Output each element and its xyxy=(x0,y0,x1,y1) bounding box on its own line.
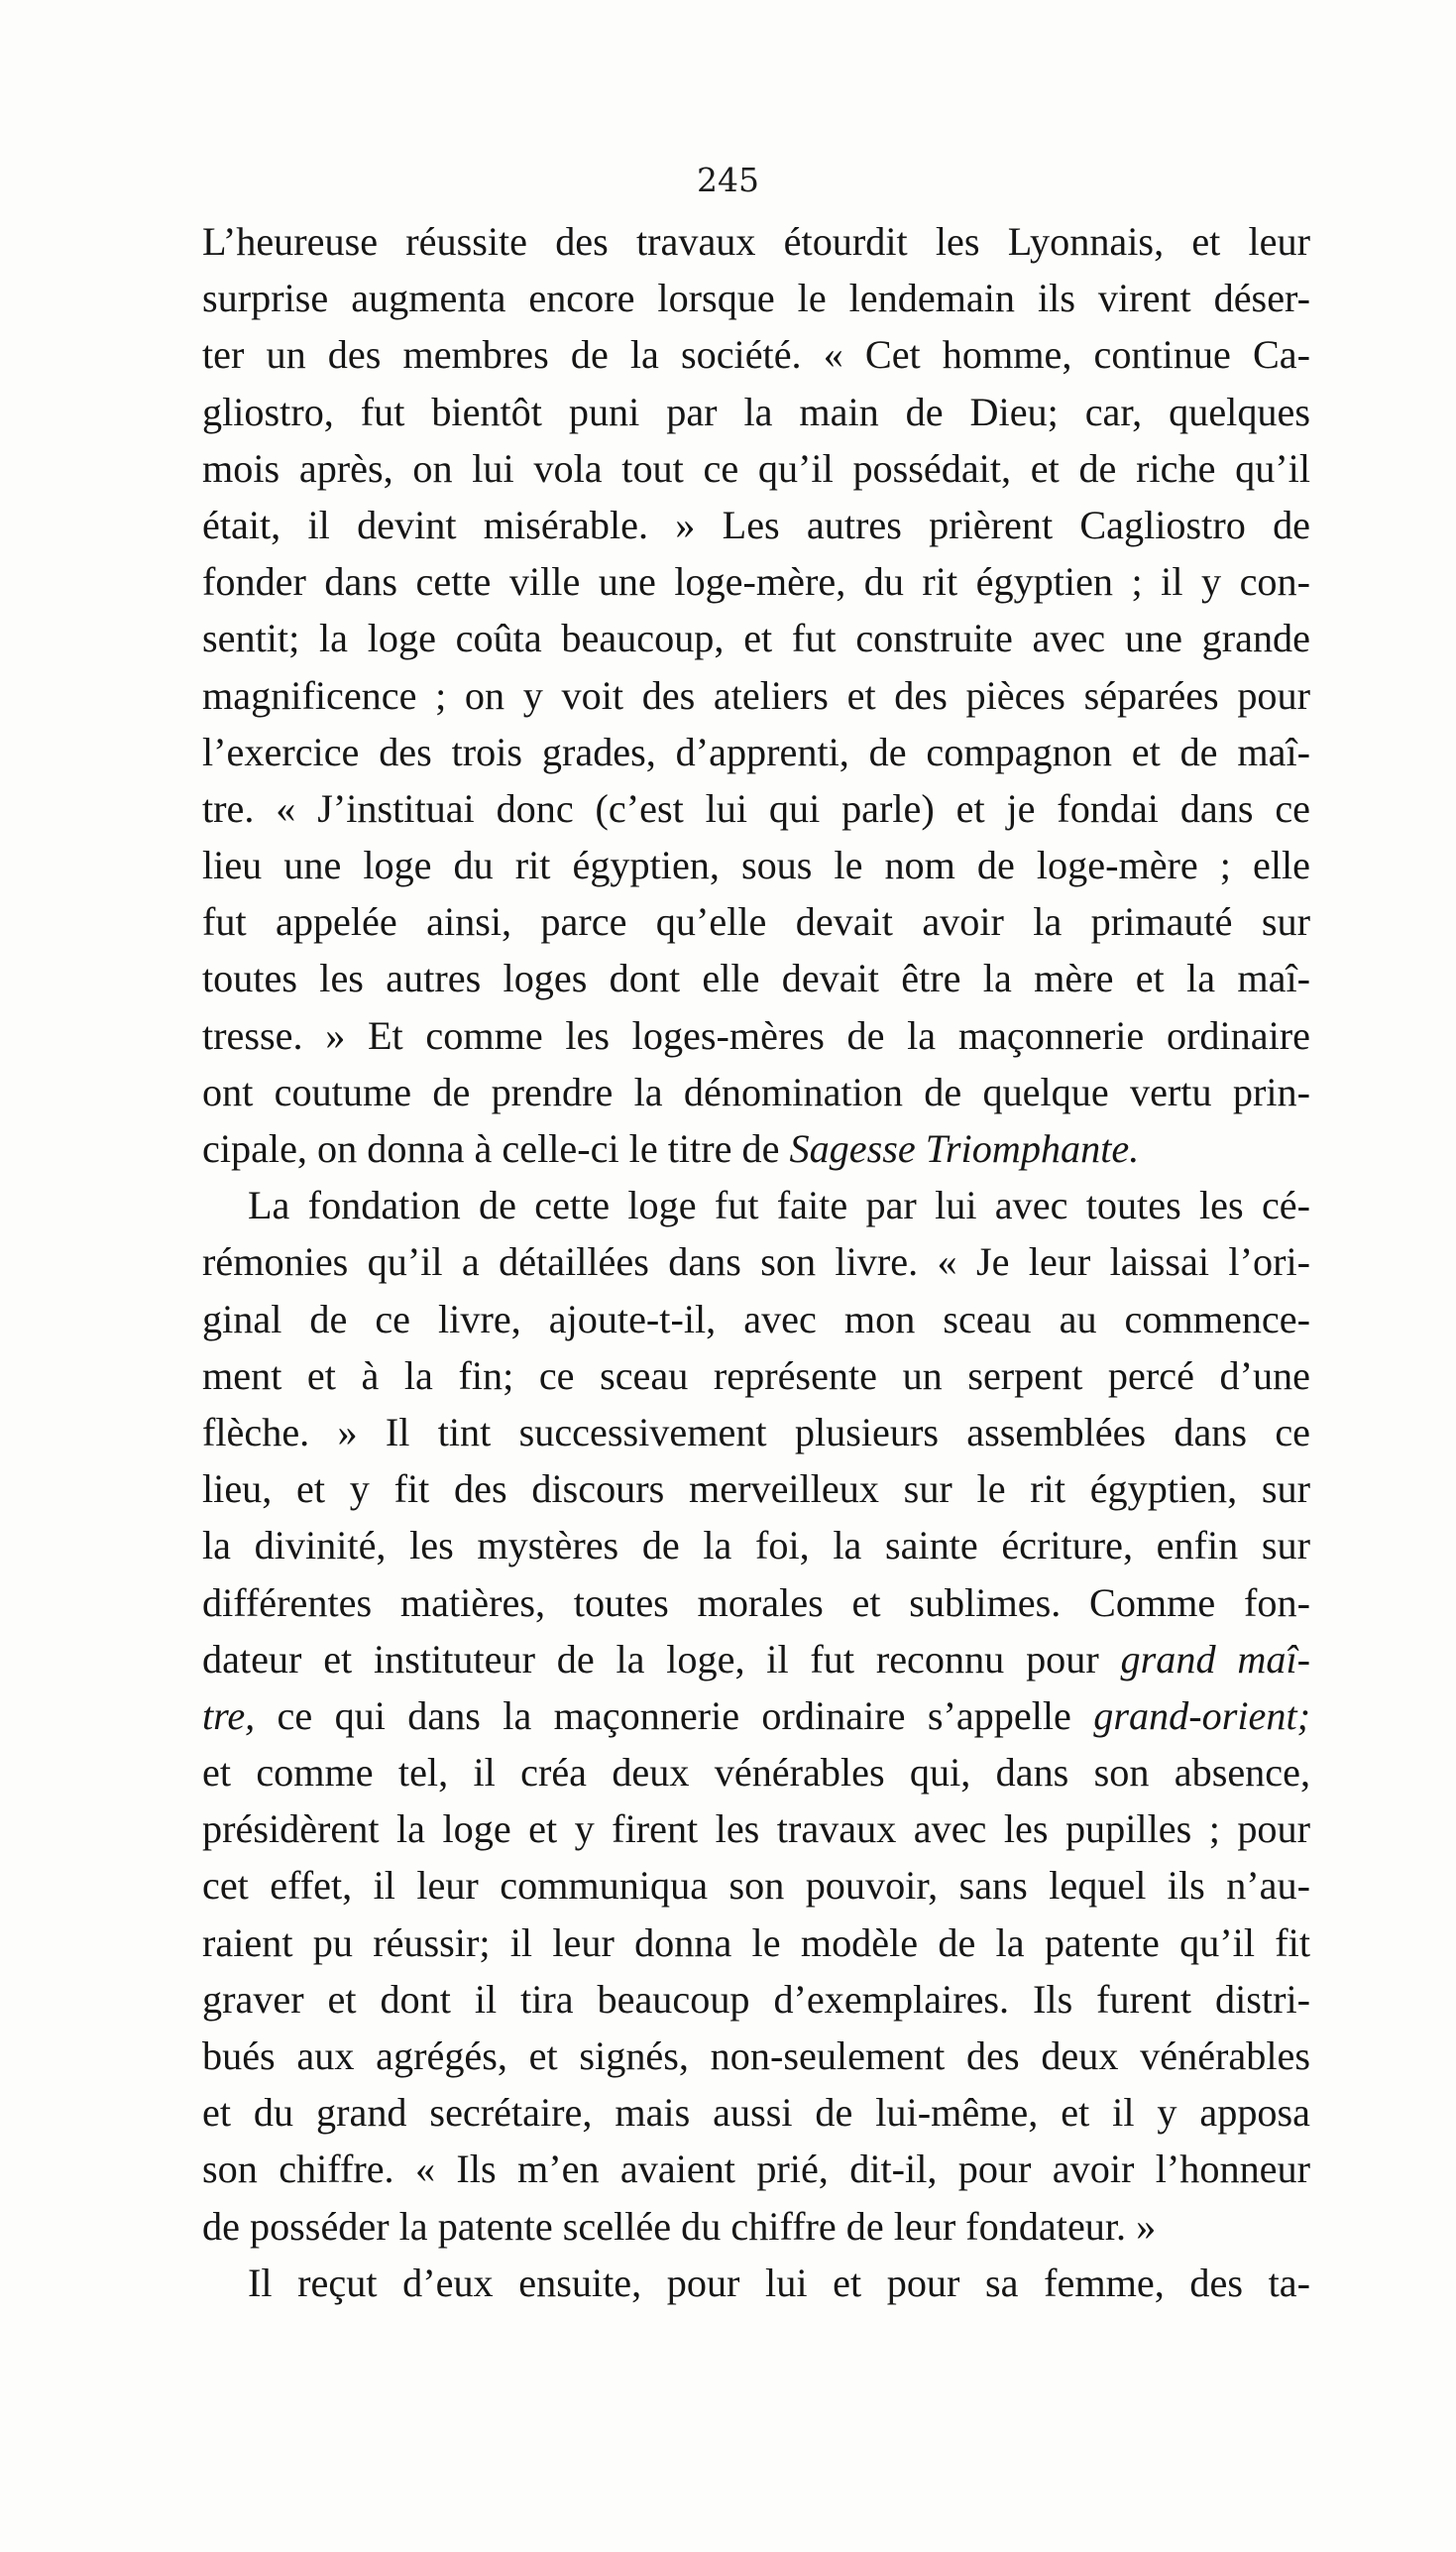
text-line xyxy=(202,1687,1310,1744)
text-line xyxy=(202,837,1310,893)
text-line xyxy=(202,1404,1310,1460)
text-segment: surprise augmenta encore lorsque le lendemain ils virent déser- xyxy=(202,276,1310,321)
text-segment: bués aux agrégés, et signés, non-seulement des deux vénérables xyxy=(202,2033,1310,2078)
text-line xyxy=(202,1120,1310,1177)
text-segment: La fondation de cette loge fut faite par lui avec toutes les cé- xyxy=(248,1183,1310,1228)
text-segment: tresse. » Et comme les loges-mères de la maçonnerie ordinaire xyxy=(202,1012,1310,1058)
text-segment: mois après, on lui vola tout ce qu’il possédait, et de riche qu’il xyxy=(202,445,1310,491)
text-line xyxy=(202,1914,1310,1971)
text-segment: gliostro, fut bientôt puni par la main de Dieu; car, quelques xyxy=(202,389,1310,434)
text-line xyxy=(202,1971,1310,2028)
text-line xyxy=(202,610,1310,666)
text-line xyxy=(202,2198,1310,2255)
body-text xyxy=(202,213,1310,2311)
text-line xyxy=(202,724,1310,780)
text-segment: son chiffre. « Ils m’en avaient prié, dit-il, pour avoir l’honneur xyxy=(202,2146,1310,2192)
text-segment: fut appelée ainsi, parce qu’elle devait avoir la primauté sur xyxy=(202,899,1310,945)
text-line xyxy=(202,553,1310,610)
text-line xyxy=(202,213,1310,270)
text-segment: ment et à la fin; ce sceau représente un serpent percé d’une xyxy=(202,1352,1310,1398)
text-segment: et comme tel, il créa deux vénérables qui, dans son absence, xyxy=(202,1750,1310,1796)
text-segment: Il reçut d’eux ensuite, pour lui et pour sa femme, des ta- xyxy=(248,2260,1310,2305)
text-line xyxy=(202,1347,1310,1404)
italic-text: grand maî- xyxy=(1120,1636,1310,1682)
text-line xyxy=(202,1291,1310,1347)
text-segment: lieu une loge du rit égyptien, sous le nom de loge-mère ; elle xyxy=(202,843,1310,888)
text-segment: et du grand secrétaire, mais aussi de lui-même, et il y apposa xyxy=(202,2090,1310,2136)
text-line xyxy=(202,1177,1310,1233)
text-line xyxy=(202,1631,1310,1687)
text-line xyxy=(202,326,1310,383)
text-line xyxy=(202,950,1310,1006)
text-segment: présidèrent la loge et y firent les travaux avec les pupilles ; pour xyxy=(202,1806,1310,1852)
text-segment: lieu, et y fit des discours merveilleux sur le rit égyptien, sur xyxy=(202,1466,1310,1512)
italic-text: tre, xyxy=(202,1692,256,1738)
text-segment: rémonies qu’il a détaillées dans son livre. « Je leur laissai l’ori- xyxy=(202,1239,1310,1285)
text-segment: graver et dont il tira beaucoup d’exemplaires. Ils furent distri- xyxy=(202,1976,1310,2022)
text-segment: magnificence ; on y voit des ateliers et des pièces séparées pour xyxy=(202,672,1310,718)
text-segment: ter un des membres de la société. « Cet homme, continue Ca- xyxy=(202,332,1310,378)
text-segment: l’exercice des trois grades, d’apprenti, de compagnon et de maî- xyxy=(202,729,1310,774)
text-line xyxy=(202,2028,1310,2084)
italic-text: Sagesse Triomphante. xyxy=(789,1126,1140,1171)
text-line xyxy=(202,1233,1310,1290)
text-line xyxy=(202,2141,1310,2197)
text-line xyxy=(202,270,1310,326)
text-segment: fonder dans cette ville une loge-mère, du rit égyptien ; il y con- xyxy=(202,559,1310,605)
text-line xyxy=(202,893,1310,950)
text-segment: cipale, on donna à celle-ci le titre de xyxy=(202,1126,790,1171)
italic-text: grand-orient; xyxy=(1093,1692,1310,1738)
text-segment: ont coutume de prendre la dénomination de quelque vertu prin- xyxy=(202,1069,1310,1114)
text-segment: dateur et instituteur de la loge, il fut reconnu pour xyxy=(202,1636,1121,1682)
text-line xyxy=(202,1460,1310,1517)
text-line xyxy=(202,1064,1310,1120)
text-segment: ce qui dans la maçonnerie ordinaire s’appelle xyxy=(255,1692,1094,1738)
page-number: 245 xyxy=(697,161,759,199)
text-line xyxy=(202,1517,1310,1573)
text-line xyxy=(202,1007,1310,1064)
text-line xyxy=(202,1857,1310,1914)
text-segment: flèche. » Il tint successivement plusieurs assemblées dans ce xyxy=(202,1409,1310,1454)
text-line xyxy=(202,384,1310,440)
text-segment: cet effet, il leur communiqua son pouvoir, sans lequel ils n’au- xyxy=(202,1863,1310,1909)
text-segment: différentes matières, toutes morales et sublimes. Comme fon- xyxy=(202,1579,1310,1625)
text-line xyxy=(202,440,1310,497)
text-segment: la divinité, les mystères de la foi, la sainte écriture, enfin sur xyxy=(202,1523,1310,1568)
text-line xyxy=(202,780,1310,837)
text-line xyxy=(202,1744,1310,1800)
text-line xyxy=(202,667,1310,724)
text-segment: L’heureuse réussite des travaux étourdit les Lyonnais, et leur xyxy=(202,219,1310,264)
text-line xyxy=(202,1800,1310,1857)
text-line xyxy=(202,1574,1310,1631)
text-segment: sentit; la loge coûta beaucoup, et fut construite avec une grande xyxy=(202,616,1310,661)
text-segment: de posséder la patente scellée du chiffre de leur fondateur. » xyxy=(202,2203,1157,2249)
text-segment: toutes les autres loges dont elle devait être la mère et la maî- xyxy=(202,956,1310,1001)
text-line xyxy=(202,497,1310,553)
text-segment: ginal de ce livre, ajoute-t-il, avec mon sceau au commence- xyxy=(202,1296,1310,1341)
text-segment: raient pu réussir; il leur donna le modèle de la patente qu’il fit xyxy=(202,1919,1310,1965)
text-line xyxy=(202,2084,1310,2141)
text-line xyxy=(202,2255,1310,2311)
text-segment: tre. « J’instituai donc (c’est lui qui parle) et je fondai dans ce xyxy=(202,785,1310,831)
text-segment: était, il devint misérable. » Les autres prièrent Cagliostro de xyxy=(202,502,1310,547)
